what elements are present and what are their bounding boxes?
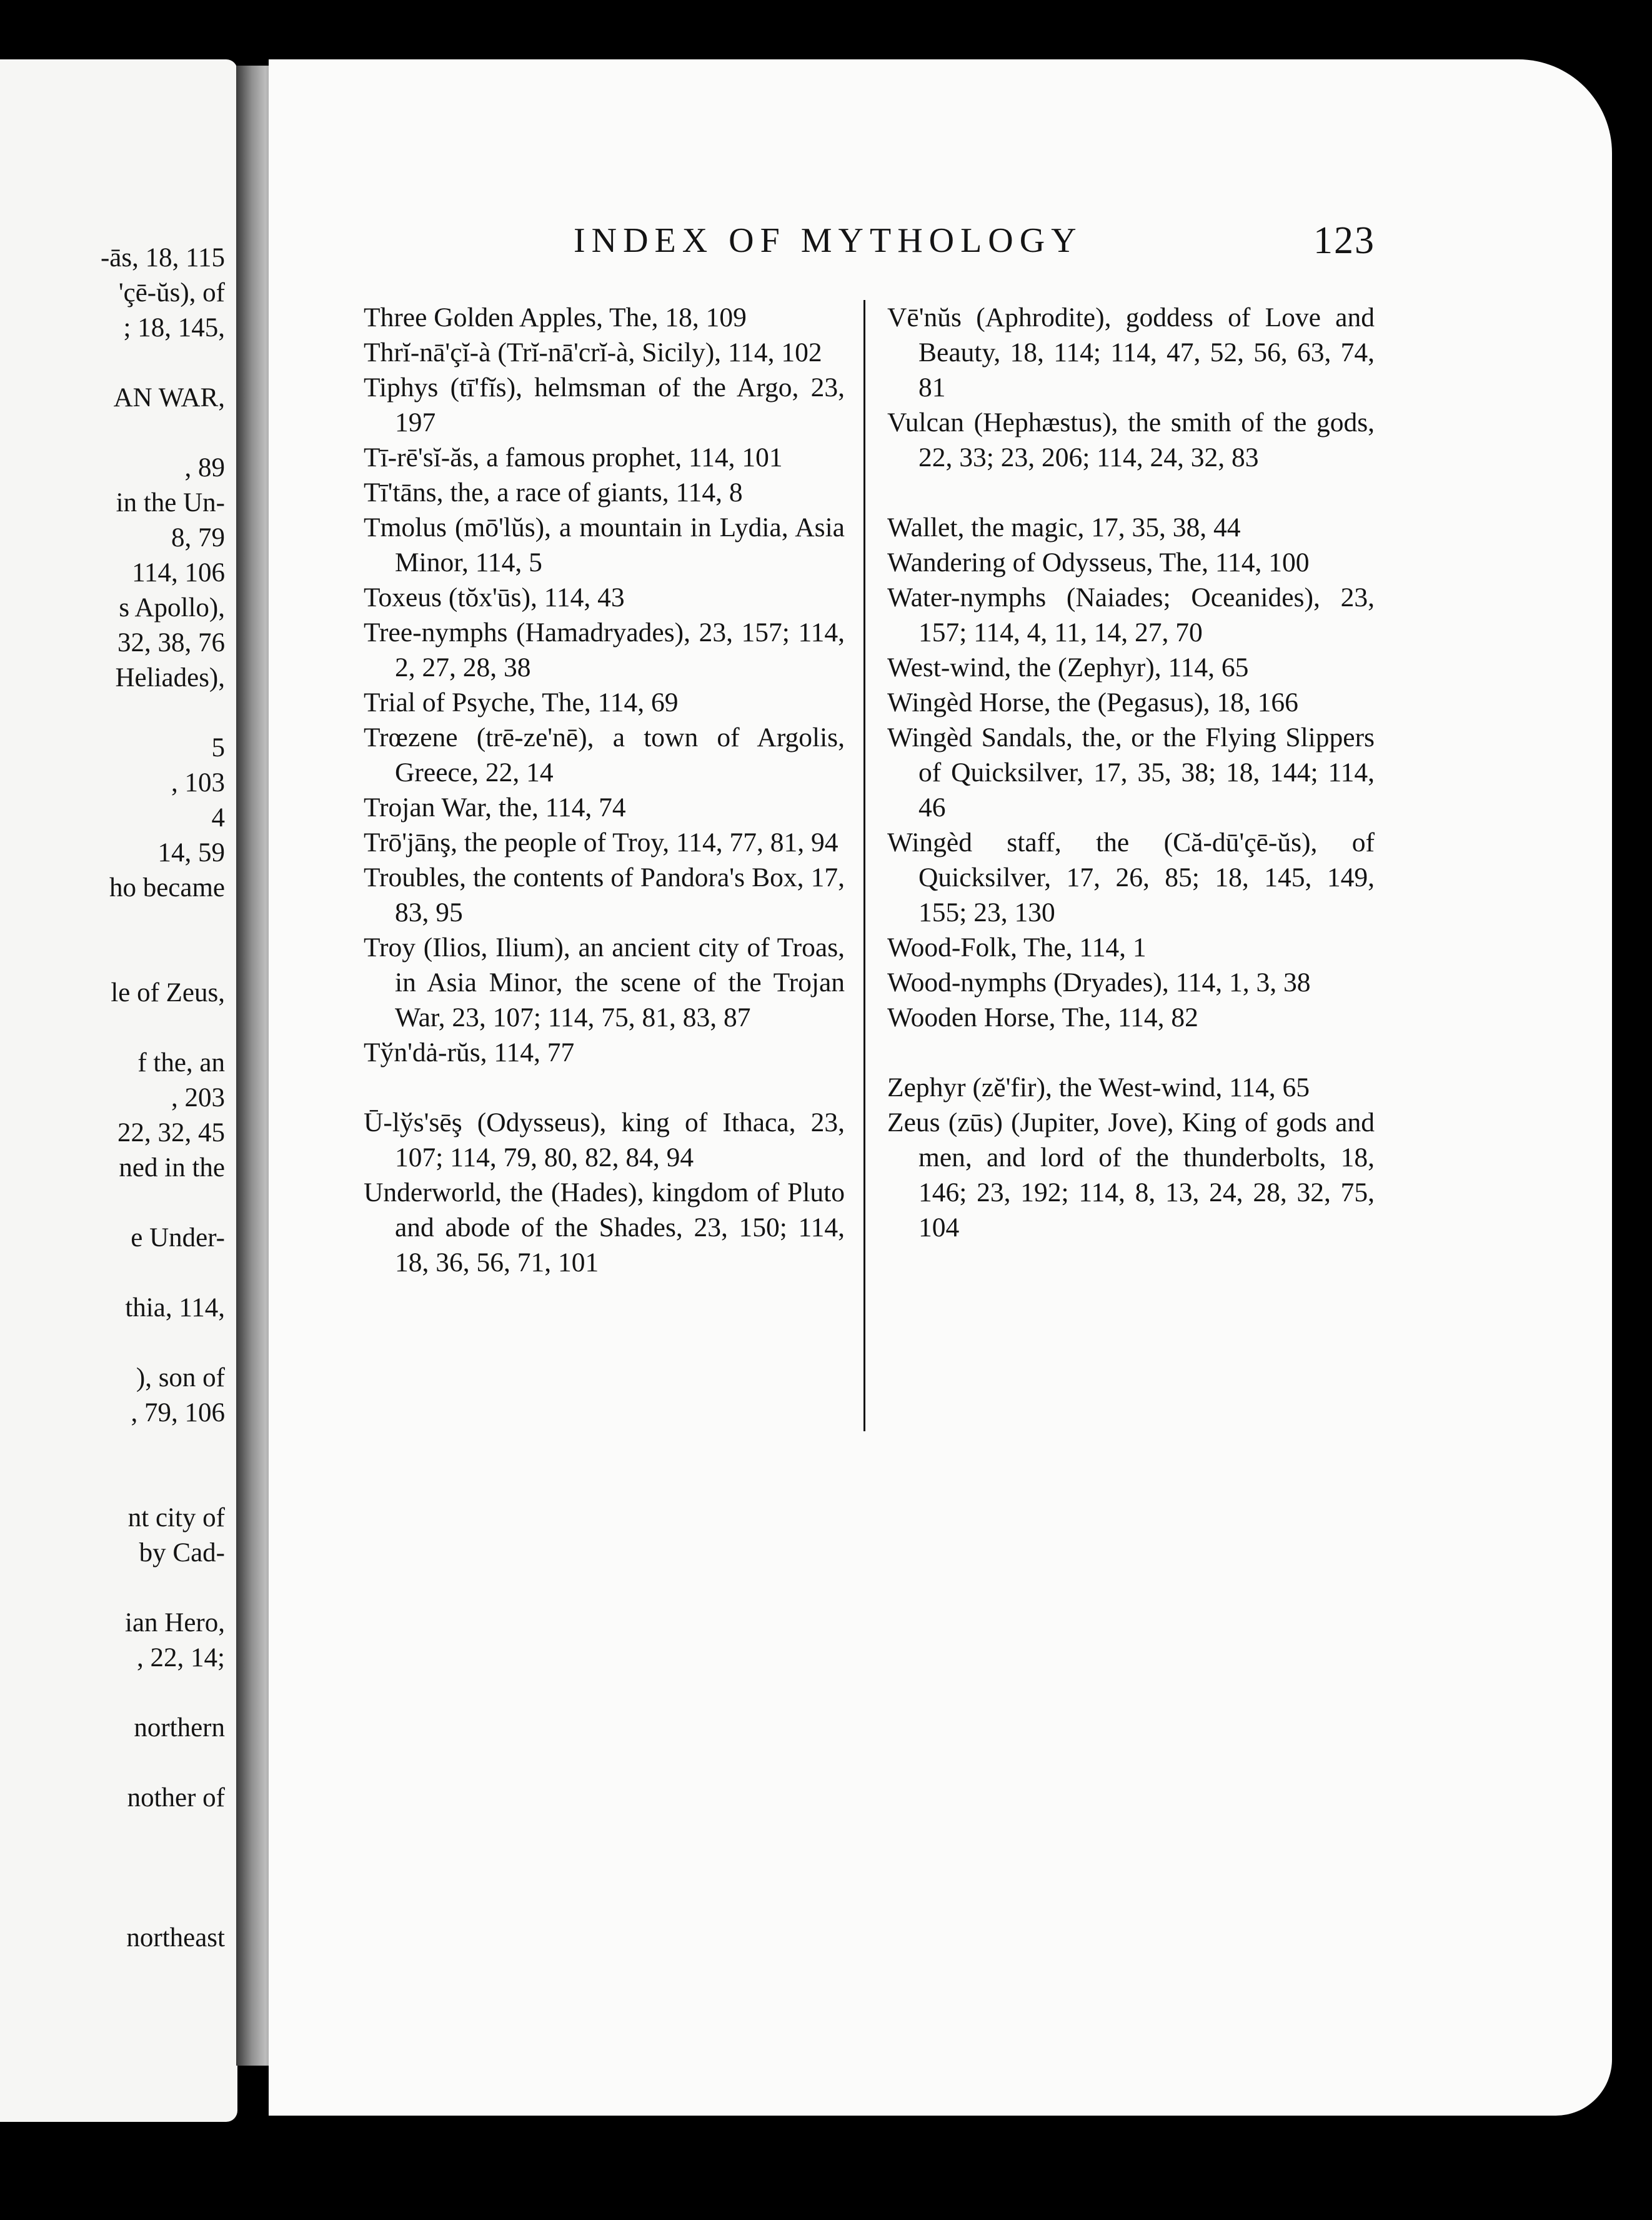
left-page-fragment: f the, an [137, 1048, 225, 1078]
left-page-fragment: 8, 79 [171, 523, 225, 552]
index-entry: Wood-Folk, The, 114, 1 [887, 932, 1147, 962]
index-entry: Wingèd staff, the (Că-dū'çē-ŭs), of Quicksilver, 17, 26, 85; 18, 145, 149, 155; 23, 130 [887, 828, 1375, 928]
index-entry: Tī-rē'sĭ-ăs, a famous prophet, 114, 101 [364, 442, 783, 472]
index-entry: Three Golden Apples, The, 18, 109 [364, 302, 747, 332]
left-page-fragment: AN WAR, [113, 383, 225, 412]
left-page-fragment: s Apollo), [119, 593, 225, 622]
right-page [269, 59, 1612, 2116]
left-page-fragment: 'çē-ŭs), of [118, 278, 225, 308]
left-page-fragment: ; 18, 145, [123, 313, 225, 342]
index-entry: Ū-lўs'sēş (Odysseus), king of Ithaca, 23, 107; 114, 79, 80, 82, 84, 94 [364, 1108, 845, 1172]
index-entry: Tmolus (mō'lŭs), a mountain in Lydia, Asia Minor, 114, 5 [364, 512, 845, 578]
index-column-left [364, 300, 845, 1280]
left-page-fragment: ), son of [136, 1363, 225, 1392]
index-entry: Vē'nŭs (Aphrodite), goddess of Love and Beauty, 18, 114; 114, 47, 52, 56, 63, 74, 81 [887, 302, 1375, 402]
index-entry: Wingèd Sandals, the, or the Flying Slippers of Quicksilver, 17, 35, 38; 18, 144; 114, 46 [887, 722, 1375, 822]
left-page-fragment: in the Un- [116, 488, 225, 518]
index-entry: Wooden Horse, The, 114, 82 [887, 1002, 1198, 1032]
entry-spacer [887, 475, 1375, 510]
entry-spacer [364, 1070, 845, 1105]
left-page [0, 59, 237, 2122]
index-entry: Zephyr (zĕ'fir), the West-wind, 114, 65 [887, 1072, 1310, 1102]
left-page-fragment: ian Hero, [125, 1608, 225, 1638]
left-page-fragment: , 203 [171, 1083, 225, 1112]
left-page-fragment: ned in the [119, 1153, 225, 1182]
left-page-fragment: 32, 38, 76 [117, 628, 225, 658]
index-entry: Thrĭ-nā'çĭ-à (Trĭ-nā'crĭ-à, Sicily), 114, 102 [364, 338, 822, 368]
index-entry: Tī'tāns, the, a race of giants, 114, 8 [364, 478, 743, 508]
left-page-fragment: 114, 106 [132, 558, 225, 588]
index-entry: Trial of Psyche, The, 114, 69 [364, 688, 679, 718]
running-head: INDEX OF MYTHOLOGY [574, 221, 1083, 260]
left-page-fragment: -ās, 18, 115 [100, 243, 225, 272]
index-entry: Wingèd Horse, the (Pegasus), 18, 166 [887, 688, 1298, 718]
left-page-fragment: thia, 114, [125, 1293, 225, 1322]
left-page-fragment: northern [134, 1713, 225, 1742]
left-page-fragment: nt city of [127, 1503, 225, 1532]
index-entry: Trœzene (trē-ze'nē), a town of Argolis, Greece, 22, 14 [364, 722, 845, 788]
left-page-fragment: 14, 59 [157, 838, 225, 868]
left-page-fragment: northeast [126, 1923, 225, 1952]
index-entry: Trō'jānş, the people of Troy, 114, 77, 81, 94 [364, 828, 838, 858]
index-entry: Zeus (zūs) (Jupiter, Jove), King of gods and men, and lord of the thunderbolts, 18, 146; 23, 192; 114, 8, 13, 24, 28, 32, 75, 104 [887, 1108, 1375, 1242]
index-entry: Trojan War, the, 114, 74 [364, 792, 626, 822]
left-page-fragment: , 103 [171, 768, 225, 798]
left-page-fragment: Heliades), [115, 663, 225, 692]
index-entry: Troubles, the contents of Pandora's Box, 17, 83, 95 [364, 862, 845, 928]
left-page-fragment: nother of [127, 1783, 225, 1812]
page-number: 123 [1313, 219, 1375, 262]
index-entry: Toxeus (tŏx'ūs), 114, 43 [364, 582, 625, 612]
left-page-fragment: by Cad- [139, 1538, 225, 1568]
index-entry: West-wind, the (Zephyr), 114, 65 [887, 652, 1249, 682]
left-page-fragment: 22, 32, 45 [117, 1118, 225, 1148]
index-entry: Wood-nymphs (Dryades), 114, 1, 3, 38 [887, 968, 1311, 998]
left-page-fragment: , 22, 14; [137, 1643, 225, 1672]
index-entry: Underworld, the (Hades), kingdom of Pluto and abode of the Shades, 23, 150; 114, 18, 36, 56, 71, 101 [364, 1178, 845, 1278]
index-entry: Tree-nymphs (Hamadryades), 23, 157; 114, 2, 27, 28, 38 [364, 618, 845, 682]
index-entry: Troy (Ilios, Ilium), an ancient city of Troas, in Asia Minor, the scene of the Trojan War, 23, 107; 114, 75, 81, 83, 87 [364, 932, 845, 1032]
index-column-right [887, 300, 1375, 1245]
left-page-fragment: 4 [211, 803, 225, 832]
index-entry: Tiphys (tī'fĭs), helmsman of the Argo, 23, 197 [364, 372, 845, 438]
index-entry: Vulcan (Hephæstus), the smith of the gods, 22, 33; 23, 206; 114, 24, 32, 83 [887, 408, 1375, 472]
column-divider [863, 300, 865, 1431]
index-entry: Water-nymphs (Naiades; Oceanides), 23, 157; 114, 4, 11, 14, 27, 70 [887, 582, 1375, 648]
index-entry: Tўn'dȧ-rŭs, 114, 77 [364, 1038, 575, 1068]
left-page-fragment: 5 [211, 733, 225, 762]
entry-spacer [887, 1035, 1375, 1070]
left-page-fragment: le of Zeus, [111, 978, 225, 1008]
left-page-fragment: , 89 [184, 453, 225, 482]
index-entry: Wallet, the magic, 17, 35, 38, 44 [887, 512, 1241, 542]
left-page-fragment: ho became [109, 873, 225, 902]
left-page-fragment: e Under- [131, 1223, 225, 1252]
left-page-fragment: , 79, 106 [131, 1398, 225, 1428]
index-entry: Wandering of Odysseus, The, 114, 100 [887, 548, 1310, 578]
